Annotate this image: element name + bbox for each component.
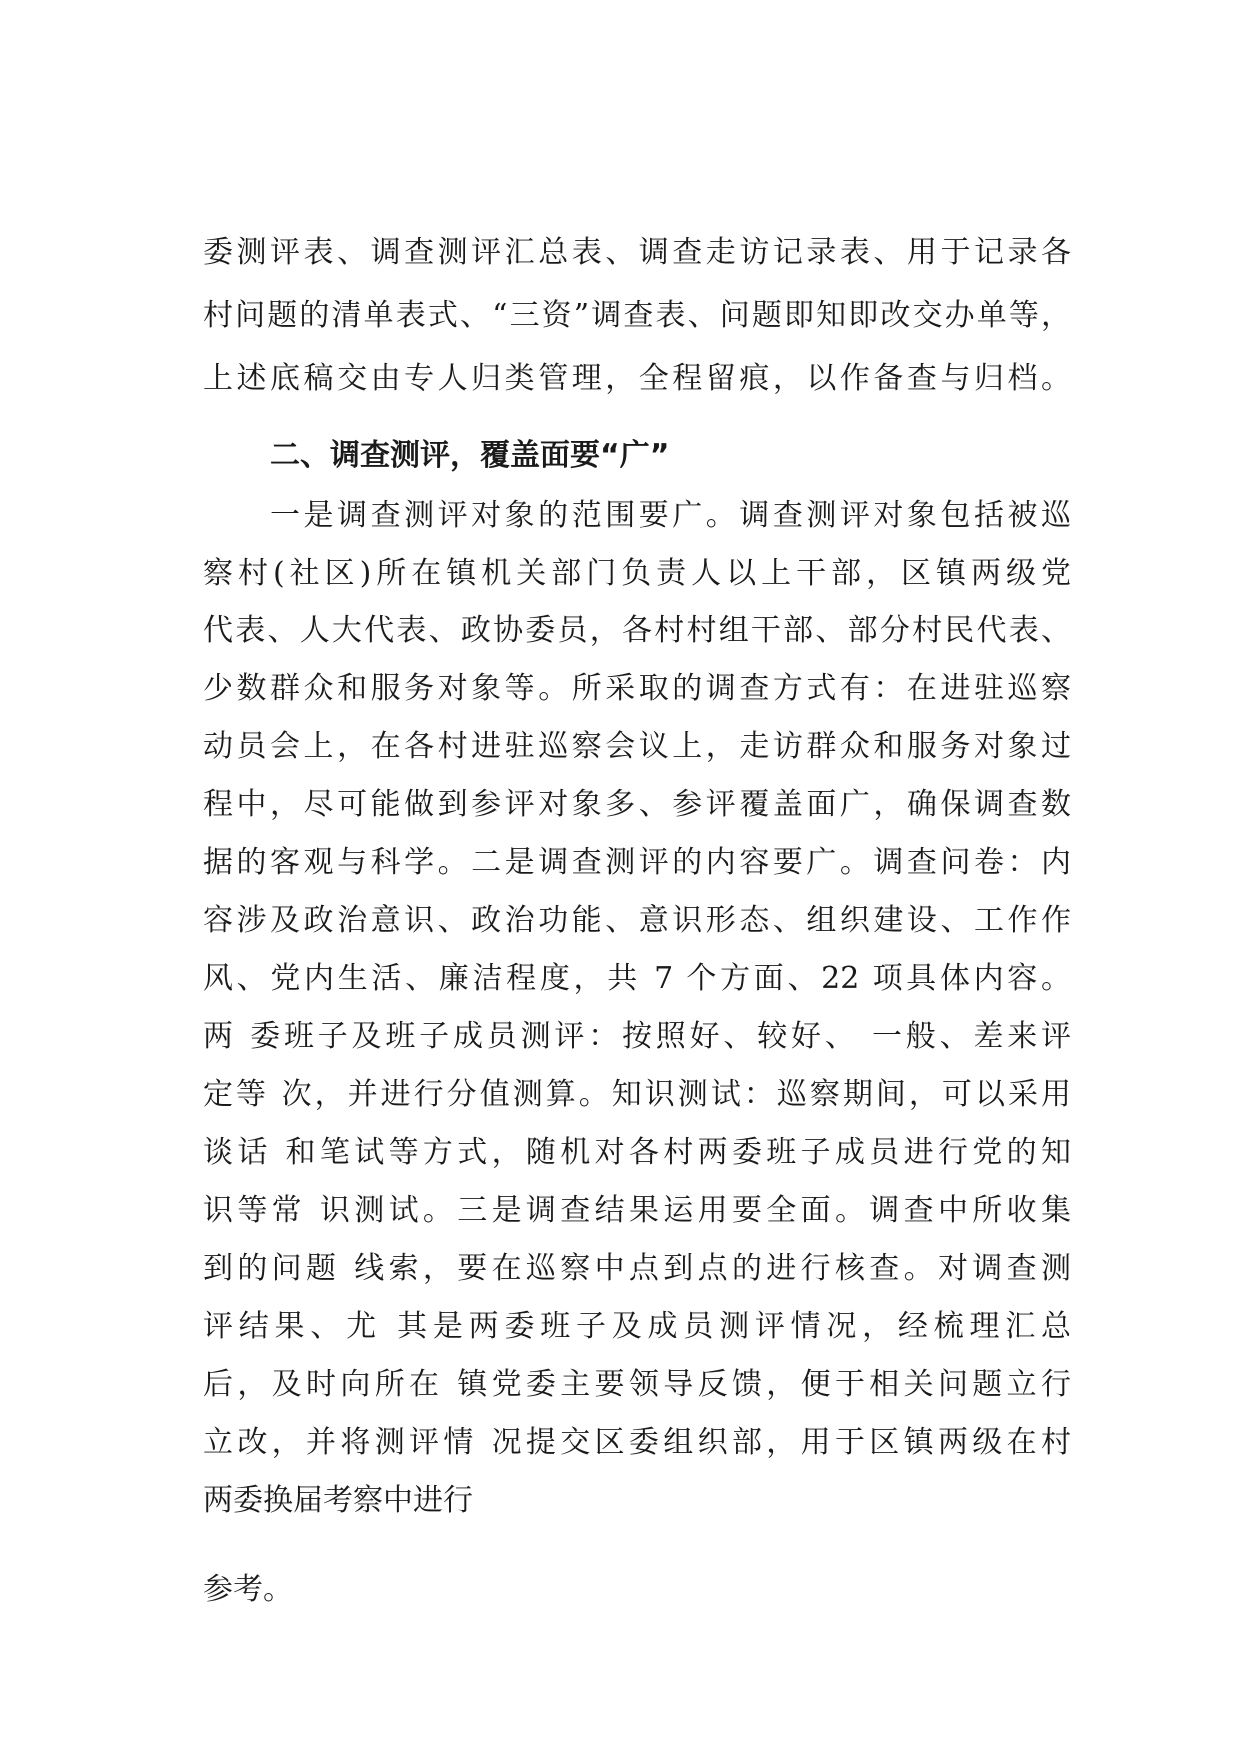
body-line-8: 容涉及政治意识、政治功能、意识形态、组织建设、工作作 (203, 903, 1071, 938)
body-line-3: 代表、人大代表、政协委员，各村村组干部、部分村民代表、 (203, 613, 1071, 648)
body-line-13: 识等常 识测试。三是调查结果运用要全面。调查中所收集 (203, 1193, 1071, 1228)
intro-line-1: 委测评表、调查测评汇总表、调查走访记录表、用于记录各 (203, 235, 1071, 270)
body-line-17: 立改，并将测评情 况提交区委组织部，用于区镇两级在村 (203, 1425, 1071, 1460)
body-line-18: 两委换届考察中进行 (203, 1483, 473, 1518)
section-heading: 二、调查测评，覆盖面要“广” (270, 438, 670, 473)
body-line-14: 到的问题 线索，要在巡察中点到点的进行核查。对调查测 (203, 1251, 1071, 1286)
body-line-9: 风、党内生活、廉洁程度，共 7 个方面、22 项具体内容。 (203, 961, 1071, 996)
body-line-11: 定等 次，并进行分值测算。知识测试：巡察期间，可以采用 (203, 1077, 1071, 1112)
body-line-6: 程中，尽可能做到参评对象多、参评覆盖面广，确保调查数 (203, 787, 1071, 822)
body-line-2: 察村(社区)所在镇机关部门负责人以上干部，区镇两级党 (203, 556, 1071, 591)
intro-line-3: 上述底稿交由专人归类管理，全程留痕，以作备查与归档。 (203, 361, 1071, 396)
body-line-4: 少数群众和服务对象等。所采取的调查方式有：在进驻巡察 (203, 671, 1071, 706)
body-line-1: 一是调查测评对象的范围要广。调查测评对象包括被巡 (270, 498, 1071, 533)
body-line-5: 动员会上，在各村进驻巡察会议上，走访群众和服务对象过 (203, 729, 1071, 764)
body-line-7: 据的客观与科学。二是调查测评的内容要广。调查问卷：内 (203, 845, 1071, 880)
body-line-16: 后，及时向所在 镇党委主要领导反馈，便于相关问题立行 (203, 1367, 1071, 1402)
intro-line-2: 村问题的清单表式、“三资”调查表、问题即知即改交办单等， (203, 298, 1071, 333)
closing-line: 参考。 (203, 1572, 293, 1607)
body-line-15: 评结果、尤 其是两委班子及成员测评情况，经梳理汇总 (203, 1309, 1071, 1344)
body-line-10: 两 委班子及班子成员测评：按照好、较好、 一般、差来评 (203, 1019, 1071, 1054)
body-line-12: 谈话 和笔试等方式，随机对各村两委班子成员进行党的知 (203, 1135, 1071, 1170)
